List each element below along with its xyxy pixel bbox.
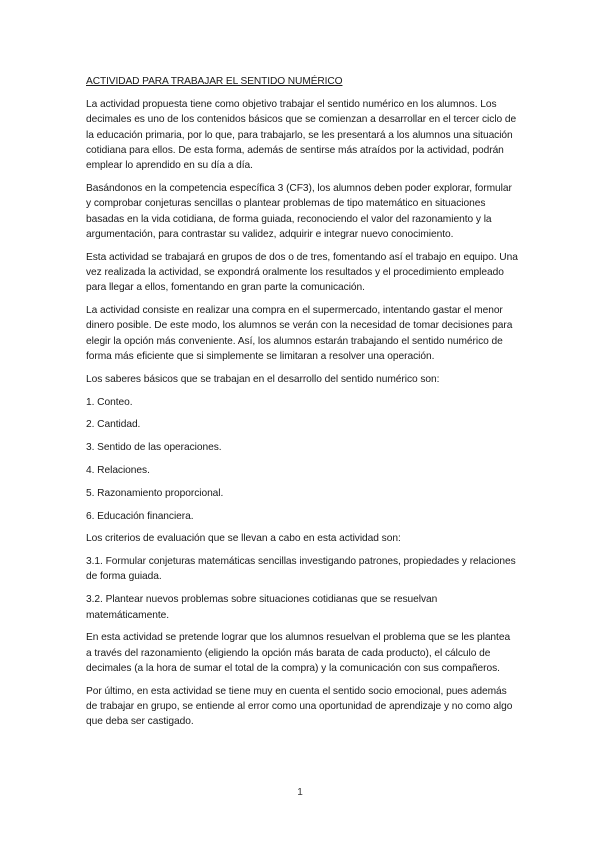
paragraph-groups: Esta actividad se trabajará en grupos de dos o de tres, fomentando así el trabajo en equipo. Una vez realizada la actividad, se expondrá oralmente los resultados y el procedimiento empleado para llegar a ellos, fomentando en gran parte la comunicación. (86, 251, 518, 294)
paragraph-objective: La actividad propuesta tiene como objetivo trabajar el sentido numérico en los alumnos. Los decimales es uno de los contenidos básicos que se comienzan a desarrollar en el tercer ciclo de la educación primaria, por lo que, para trabajarlo, se les presentará a los alumnos una situación cotidiana para ellos. De esta forma, además de sentirse más atraídos por la actividad, podrán emplear lo aprendido en su día a día. (86, 99, 517, 172)
page-number: 1 (297, 787, 303, 798)
saber-item: 3. Sentido de las operaciones. (86, 442, 222, 454)
saber-item: 1. Conteo. (86, 396, 133, 408)
paragraph-activity: La actividad consiste en realizar una compra en el supermercado, intentando gastar el menor dinero posible. De este modo, los alumnos se verán con la necesidad de tomar decisiones para elegir la opción más conveniente. Así, los alumnos estarán trabajando el sentido numérico de forma más eficiente que si simplemente se limitaran a resolver una operación. (86, 305, 513, 362)
criterio-item: 3.2. Plantear nuevos problemas sobre situaciones cotidianas que se resuelvan matemáticamente. (86, 594, 438, 621)
criterio-item: 3.1. Formular conjeturas matemáticas sencillas investigando patrones, propiedades y relaciones de forma guiada. (86, 556, 516, 583)
paragraph-goal: En esta actividad se pretende lograr que los alumnos resuelvan el problema que se les plantea a través del razonamiento (eligiendo la opción más barata de cada producto), el cálculo de decimales (a la hora de sumar el total de la compra) y la comunicación con sus compañeros. (86, 632, 511, 674)
saber-item: 5. Razonamiento proporcional. (86, 487, 224, 499)
saber-item: 2. Cantidad. (86, 419, 141, 431)
saber-item: 4. Relaciones. (86, 464, 150, 476)
paragraph-criterios-intro: Los criterios de evaluación que se llevan a cabo en esta actividad son: (86, 533, 401, 545)
document-body (86, 75, 518, 737)
saber-item: 6. Educación financiera. (86, 510, 194, 522)
paragraph-socioemotional: Por último, en esta actividad se tiene muy en cuenta el sentido socio emocional, pues además de trabajar en grupo, se entiende al error como una oportunidad de aprendizaje y no como algo que deba ser castigado. (86, 685, 513, 728)
document-title: ACTIVIDAD PARA TRABAJAR EL SENTIDO NUMÉRICO (86, 76, 343, 87)
paragraph-saberes-intro: Los saberes básicos que se trabajan en el desarrollo del sentido numérico son: (86, 373, 440, 385)
paragraph-competence: Basándonos en la competencia específica 3 (CF3), los alumnos deben poder explorar, formular y comprobar conjeturas sencillas o plantear problemas de tipo matemático en situaciones basadas en la vida cotidiana, de forma guiada, reconociendo el valor del razonamiento y la argumentación, para contrastar su validez, adquirir e integrar nuevo conocimiento. (86, 182, 512, 240)
